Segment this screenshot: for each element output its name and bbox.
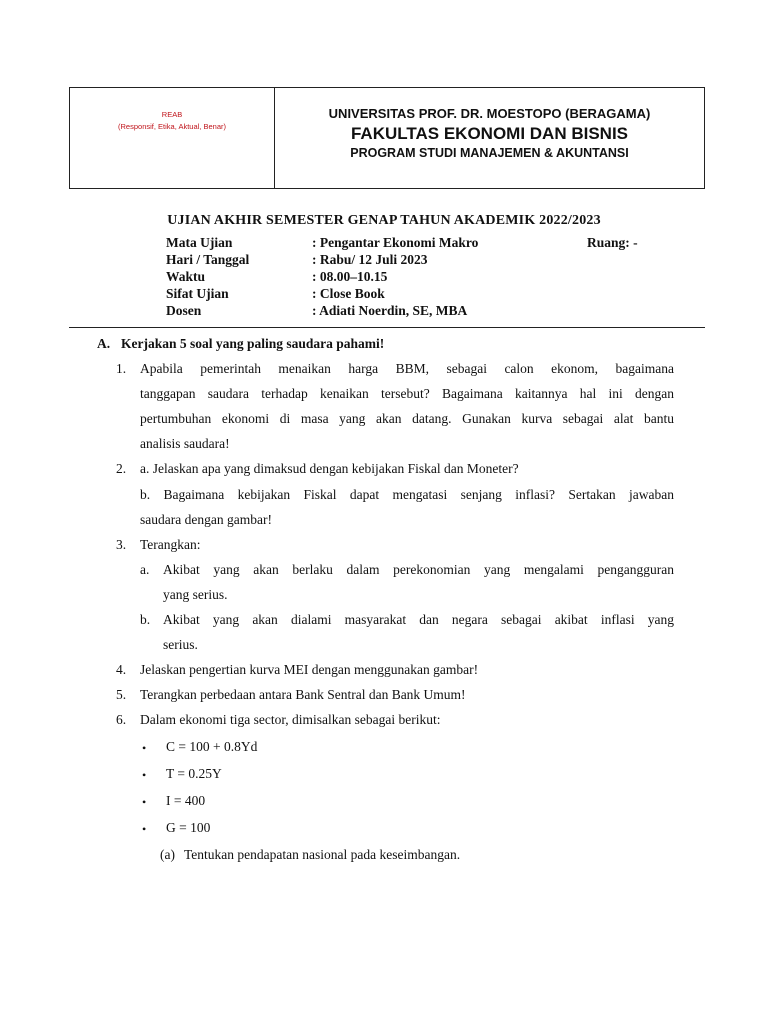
question-line: Apabila pemerintah menaikan harga BBM, sebagai calon ekonom, bagaimana: [140, 361, 674, 376]
question-line: Tentukan pendapatan nasional pada keseimbangan.: [184, 847, 461, 862]
info-label: Dosen: [166, 303, 202, 318]
question-line: Terangkan perbedaan antara Bank Sentral dan Bank Umum!: [140, 687, 466, 702]
motto-subtitle: (Responsif, Etika, Aktual, Benar): [118, 122, 226, 131]
info-label: Mata Ujian: [166, 235, 233, 250]
motto-title: REAB: [161, 110, 183, 119]
question-line: yang serius.: [163, 587, 228, 602]
question-line: pertumbuhan ekonomi di masa yang akan datang. Gunakan kurva sebagai alat bantu: [140, 411, 674, 426]
question-number: 3.: [116, 537, 127, 552]
university-name: UNIVERSITAS PROF. DR. MOESTOPO (BERAGAMA): [328, 105, 651, 121]
info-value: : Pengantar Ekonomi Makro: [312, 235, 479, 250]
question-line: analisis saudara!: [140, 436, 230, 451]
question-line: Akibat yang akan dialami masyarakat dan negara sebagai akibat inflasi yang: [163, 612, 674, 627]
question-number: 6.: [116, 712, 127, 727]
question-line: saudara dengan gambar!: [140, 512, 272, 527]
info-label: Waktu: [166, 269, 206, 284]
bullet-icon: •: [142, 768, 147, 782]
question-number: 4.: [116, 662, 127, 677]
question-line: Akibat yang akan berlaku dalam perekonomian yang mengalami pengangguran: [163, 562, 674, 577]
sub-marker: (a): [160, 847, 175, 862]
question-line: serius.: [163, 637, 198, 652]
equation-item: I = 400: [166, 793, 206, 808]
question-line: a. Jelaskan apa yang dimaksud dengan kebijakan Fiskal dan Moneter?: [140, 461, 519, 476]
exam-title: UJIAN AKHIR SEMESTER GENAP TAHUN AKADEMIK 2022/2023: [167, 213, 601, 228]
info-value: : Rabu/ 12 Juli 2023: [312, 252, 428, 267]
divider-line: [69, 327, 705, 328]
question-number: 5.: [116, 687, 127, 702]
question-line: b. Bagaimana kebijakan Fiskal dapat mengatasi senjang inflasi? Sertakan jawaban: [140, 487, 674, 502]
info-value: : Close Book: [312, 286, 385, 301]
equation-item: T = 0.25Y: [166, 766, 222, 781]
section-heading: Kerjakan 5 soal yang paling saudara pahami!: [121, 336, 385, 351]
motto-block: [70, 88, 275, 188]
question-line: tanggapan saudara terhadap kenaikan tersebut? Bagaimana kaitannya hal ini dengan: [140, 386, 674, 401]
faculty-name: FAKULTAS EKONOMI DAN BISNIS: [350, 123, 629, 143]
program-name: PROGRAM STUDI MANAJEMEN & AKUNTANSI: [350, 145, 629, 160]
equation-item: C = 100 + 0.8Yd: [166, 739, 258, 754]
equation-item: G = 100: [166, 820, 211, 835]
question-number: 2.: [116, 461, 127, 476]
question-line: Jelaskan pengertian kurva MEI dengan menggunakan gambar!: [140, 662, 479, 677]
info-label: Hari / Tanggal: [166, 252, 250, 267]
sub-marker: b.: [140, 612, 151, 627]
room-label: Ruang: -: [587, 235, 638, 250]
info-value: : 08.00–10.15: [312, 269, 388, 284]
question-line: Dalam ekonomi tiga sector, dimisalkan sebagai berikut:: [140, 712, 441, 727]
question-number: 1.: [116, 361, 127, 376]
sub-marker: a.: [140, 562, 150, 577]
info-value: : Adiati Noerdin, SE, MBA: [312, 303, 468, 318]
exam-header: [69, 87, 705, 189]
bullet-icon: •: [142, 741, 147, 755]
question-line: Terangkan:: [140, 537, 201, 552]
bullet-icon: •: [142, 795, 147, 809]
institution-block: [275, 88, 704, 188]
bullet-icon: •: [142, 822, 147, 836]
section-marker: A.: [97, 336, 111, 351]
info-label: Sifat Ujian: [166, 286, 229, 301]
